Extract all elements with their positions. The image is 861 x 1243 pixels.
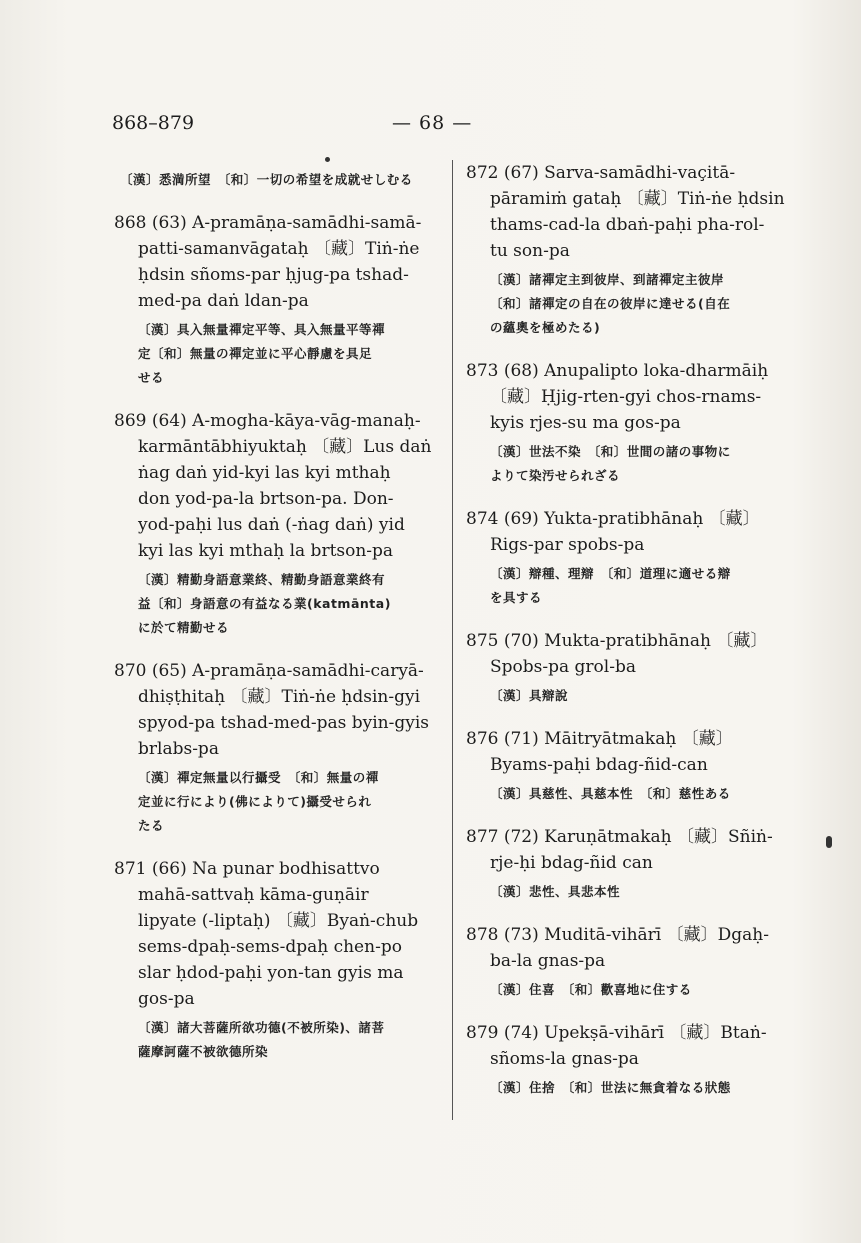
entry-line: karmāntābhiyuktaḥ 〔藏〕Lus daṅ	[138, 437, 432, 457]
entry-gloss: 〔漢〕具慈性、具慈本性 〔和〕慈性ある	[490, 786, 731, 801]
column-divider	[452, 160, 453, 1120]
entry-line: yod-paḥi lus daṅ (-ṅag daṅ) yid	[138, 515, 405, 535]
entry-line: sñoms-la gnas-pa	[490, 1049, 639, 1069]
left-entries	[114, 210, 444, 1082]
entry-sanskrit: Anupalipto loka-dharmāiḥ	[544, 361, 769, 381]
entry-range: 868–879	[112, 112, 195, 134]
entry-headword	[466, 726, 801, 752]
right-entries	[466, 160, 801, 1118]
entry-gloss: 〔漢〕住捨 〔和〕世法に無貪着なる狀態	[490, 1080, 731, 1095]
entry-sanskrit: A-mogha-kāya-vāg-manaḥ-	[192, 411, 421, 431]
entry-line: spyod-pa tshad-med-pas byin-gyis	[138, 713, 429, 733]
entry-headword	[466, 160, 801, 186]
right-column	[466, 160, 801, 1118]
entry-line: Spobs-pa grol-ba	[490, 657, 636, 677]
entry-headword	[114, 210, 444, 236]
dictionary-entry	[466, 824, 801, 904]
continued-note	[114, 168, 444, 192]
entry-gloss: 〔漢〕諸大菩薩所欲功德(不被所染)、諸菩	[138, 1020, 385, 1035]
dictionary-entry	[466, 506, 801, 610]
entry-sanskrit: Muditā-vihārī 〔藏〕Dgaḥ-	[544, 925, 769, 945]
entry-gloss: 〔漢〕世法不染 〔和〕世間の諸の事物に	[490, 444, 731, 459]
entry-number: 878 (73)	[466, 925, 545, 945]
entry-headword	[466, 824, 801, 850]
entry-sanskrit: Māitryātmakaḥ 〔藏〕	[544, 729, 733, 749]
entry-line: don yod-pa-la brtson-pa. Don-	[138, 489, 394, 509]
entry-gloss: 〔漢〕具辯說	[490, 688, 569, 703]
entry-line: kyi las kyi mthaḥ la brtson-pa	[138, 541, 394, 561]
entry-number: 872 (67)	[466, 163, 545, 183]
entry-gloss: に於て精勤せる	[138, 620, 230, 635]
dictionary-entry	[466, 1020, 801, 1100]
entry-line: slar ḥdod-paḥi yon-tan gyis ma	[138, 963, 404, 983]
entry-line: tu son-pa	[490, 241, 570, 261]
entry-gloss: せる	[138, 370, 165, 385]
entry-line: sems-dpaḥ-sems-dpaḥ chen-po	[138, 937, 402, 957]
entry-gloss: を具する	[490, 590, 543, 605]
entry-number: 873 (68)	[466, 361, 545, 381]
entry-gloss: たる	[138, 818, 165, 833]
entry-gloss: 薩摩訶薩不被欲德所染	[138, 1044, 269, 1059]
entry-line: Rigs-par spobs-pa	[490, 535, 645, 555]
dictionary-entry	[466, 922, 801, 1002]
entry-line: lipyate (-liptaḥ) 〔藏〕Byaṅ-chub	[138, 911, 419, 931]
dictionary-entry	[114, 658, 444, 838]
entry-line: brlabs-pa	[138, 739, 219, 759]
dictionary-entry	[466, 358, 801, 488]
dictionary-entry	[466, 628, 801, 708]
entry-line: thams-cad-la dbaṅ-paḥi pha-rol-	[490, 215, 765, 235]
entry-number: 879 (74)	[466, 1023, 545, 1043]
entry-line: dhiṣṭhitaḥ 〔藏〕Tiṅ-ṅe ḥdsin-gyi	[138, 687, 421, 707]
entry-line: ḥdsin sñoms-par ḥjug-pa tshad-	[138, 265, 409, 285]
entry-sanskrit: Sarva-samādhi-vaçitā-	[544, 163, 736, 183]
left-column	[114, 160, 444, 1082]
dictionary-entry	[114, 210, 444, 390]
entry-headword	[466, 506, 801, 532]
entry-gloss: よりて染汚せられざる	[490, 468, 621, 483]
entry-line: rje-ḥi bdag-ñid can	[490, 853, 653, 873]
entry-number: 874 (69)	[466, 509, 545, 529]
entry-sanskrit: A-pramāṇa-samādhi-samā-	[192, 213, 422, 233]
entry-sanskrit: Yukta-pratibhānaḥ 〔藏〕	[544, 509, 760, 529]
entry-headword	[114, 658, 444, 684]
entry-number: 871 (66)	[114, 859, 193, 879]
entry-headword	[466, 358, 801, 384]
entry-number: 868 (63)	[114, 213, 193, 233]
entry-gloss: 〔漢〕精勤身語意業終、精勤身語意業終有	[138, 572, 386, 587]
page-number: — 68 —	[392, 112, 473, 134]
entry-line: gos-pa	[138, 989, 195, 1009]
entry-gloss: 益〔和〕身語意の有益なる業(katmānta)	[138, 596, 391, 611]
entry-line: ba-la gnas-pa	[490, 951, 606, 971]
entry-line: pāramiṁ gataḥ 〔藏〕Tiṅ-ṅe ḥdsin	[490, 189, 785, 209]
entry-line: 〔藏〕Ḥjig-rten-gyi chos-rnams-	[490, 387, 762, 407]
entry-number: 870 (65)	[114, 661, 193, 681]
dictionary-entry	[114, 856, 444, 1064]
entry-number: 876 (71)	[466, 729, 545, 749]
entry-sanskrit: Na punar bodhisattvo	[192, 859, 380, 879]
entry-headword	[114, 856, 444, 882]
dictionary-entry	[114, 408, 444, 640]
entry-gloss: 〔漢〕悲性、具悲本性	[490, 884, 621, 899]
entry-line: ṅag daṅ yid-kyi las kyi mthaḥ	[138, 463, 391, 483]
entry-headword	[114, 408, 444, 434]
entry-sanskrit: Upekṣā-vihārī 〔藏〕Btaṅ-	[544, 1023, 767, 1043]
entry-gloss: 〔漢〕具入無量禪定平等、具入無量平等禪	[138, 322, 386, 337]
entry-line: Byams-paḥi bdag-ñid-can	[490, 755, 708, 775]
entry-gloss: 〔漢〕諸禪定主到彼岸、到諸禪定主彼岸	[490, 272, 725, 287]
entry-headword	[466, 922, 801, 948]
entry-gloss: 〔和〕諸禪定の自在の彼岸に達せる(自在	[490, 296, 731, 311]
entry-gloss: 〔漢〕禪定無量以行攝受 〔和〕無量の禪	[138, 770, 379, 785]
entry-sanskrit: A-pramāṇa-samādhi-caryā-	[192, 661, 424, 681]
entry-sanskrit: Karuṇātmakaḥ 〔藏〕Sñiṅ-	[544, 827, 773, 847]
entry-headword	[466, 628, 801, 654]
entry-number: 869 (64)	[114, 411, 193, 431]
entry-line: patti-samanvāgataḥ 〔藏〕Tiṅ-ṅe	[138, 239, 420, 259]
page-header	[112, 112, 772, 142]
entry-gloss: 〔漢〕辯種、理辯 〔和〕道理に適せる辯	[490, 566, 731, 581]
entry-gloss: の蘊奧を極めたる)	[490, 320, 601, 335]
dictionary-entry	[466, 160, 801, 340]
note-text: 〔漢〕悉満所望 〔和〕一切の希望を成就せしむる	[120, 172, 413, 187]
entry-number: 875 (70)	[466, 631, 545, 651]
dictionary-entry	[466, 726, 801, 806]
entry-number: 877 (72)	[466, 827, 545, 847]
entry-line: med-pa daṅ ldan-pa	[138, 291, 309, 311]
entry-gloss: 定〔和〕無量の禪定並に平心靜慮を具足	[138, 346, 373, 361]
entry-headword	[466, 1020, 801, 1046]
entry-gloss: 〔漢〕住喜 〔和〕歡喜地に住する	[490, 982, 692, 997]
entry-gloss: 定並に行により(佛によりて)攝受せられ	[138, 794, 372, 809]
margin-mark	[826, 836, 832, 848]
entry-sanskrit: Mukta-pratibhānaḥ 〔藏〕	[544, 631, 768, 651]
entry-line: kyis rjes-su ma gos-pa	[490, 413, 681, 433]
entry-line: mahā-sattvaḥ kāma-guṇāir	[138, 885, 369, 905]
